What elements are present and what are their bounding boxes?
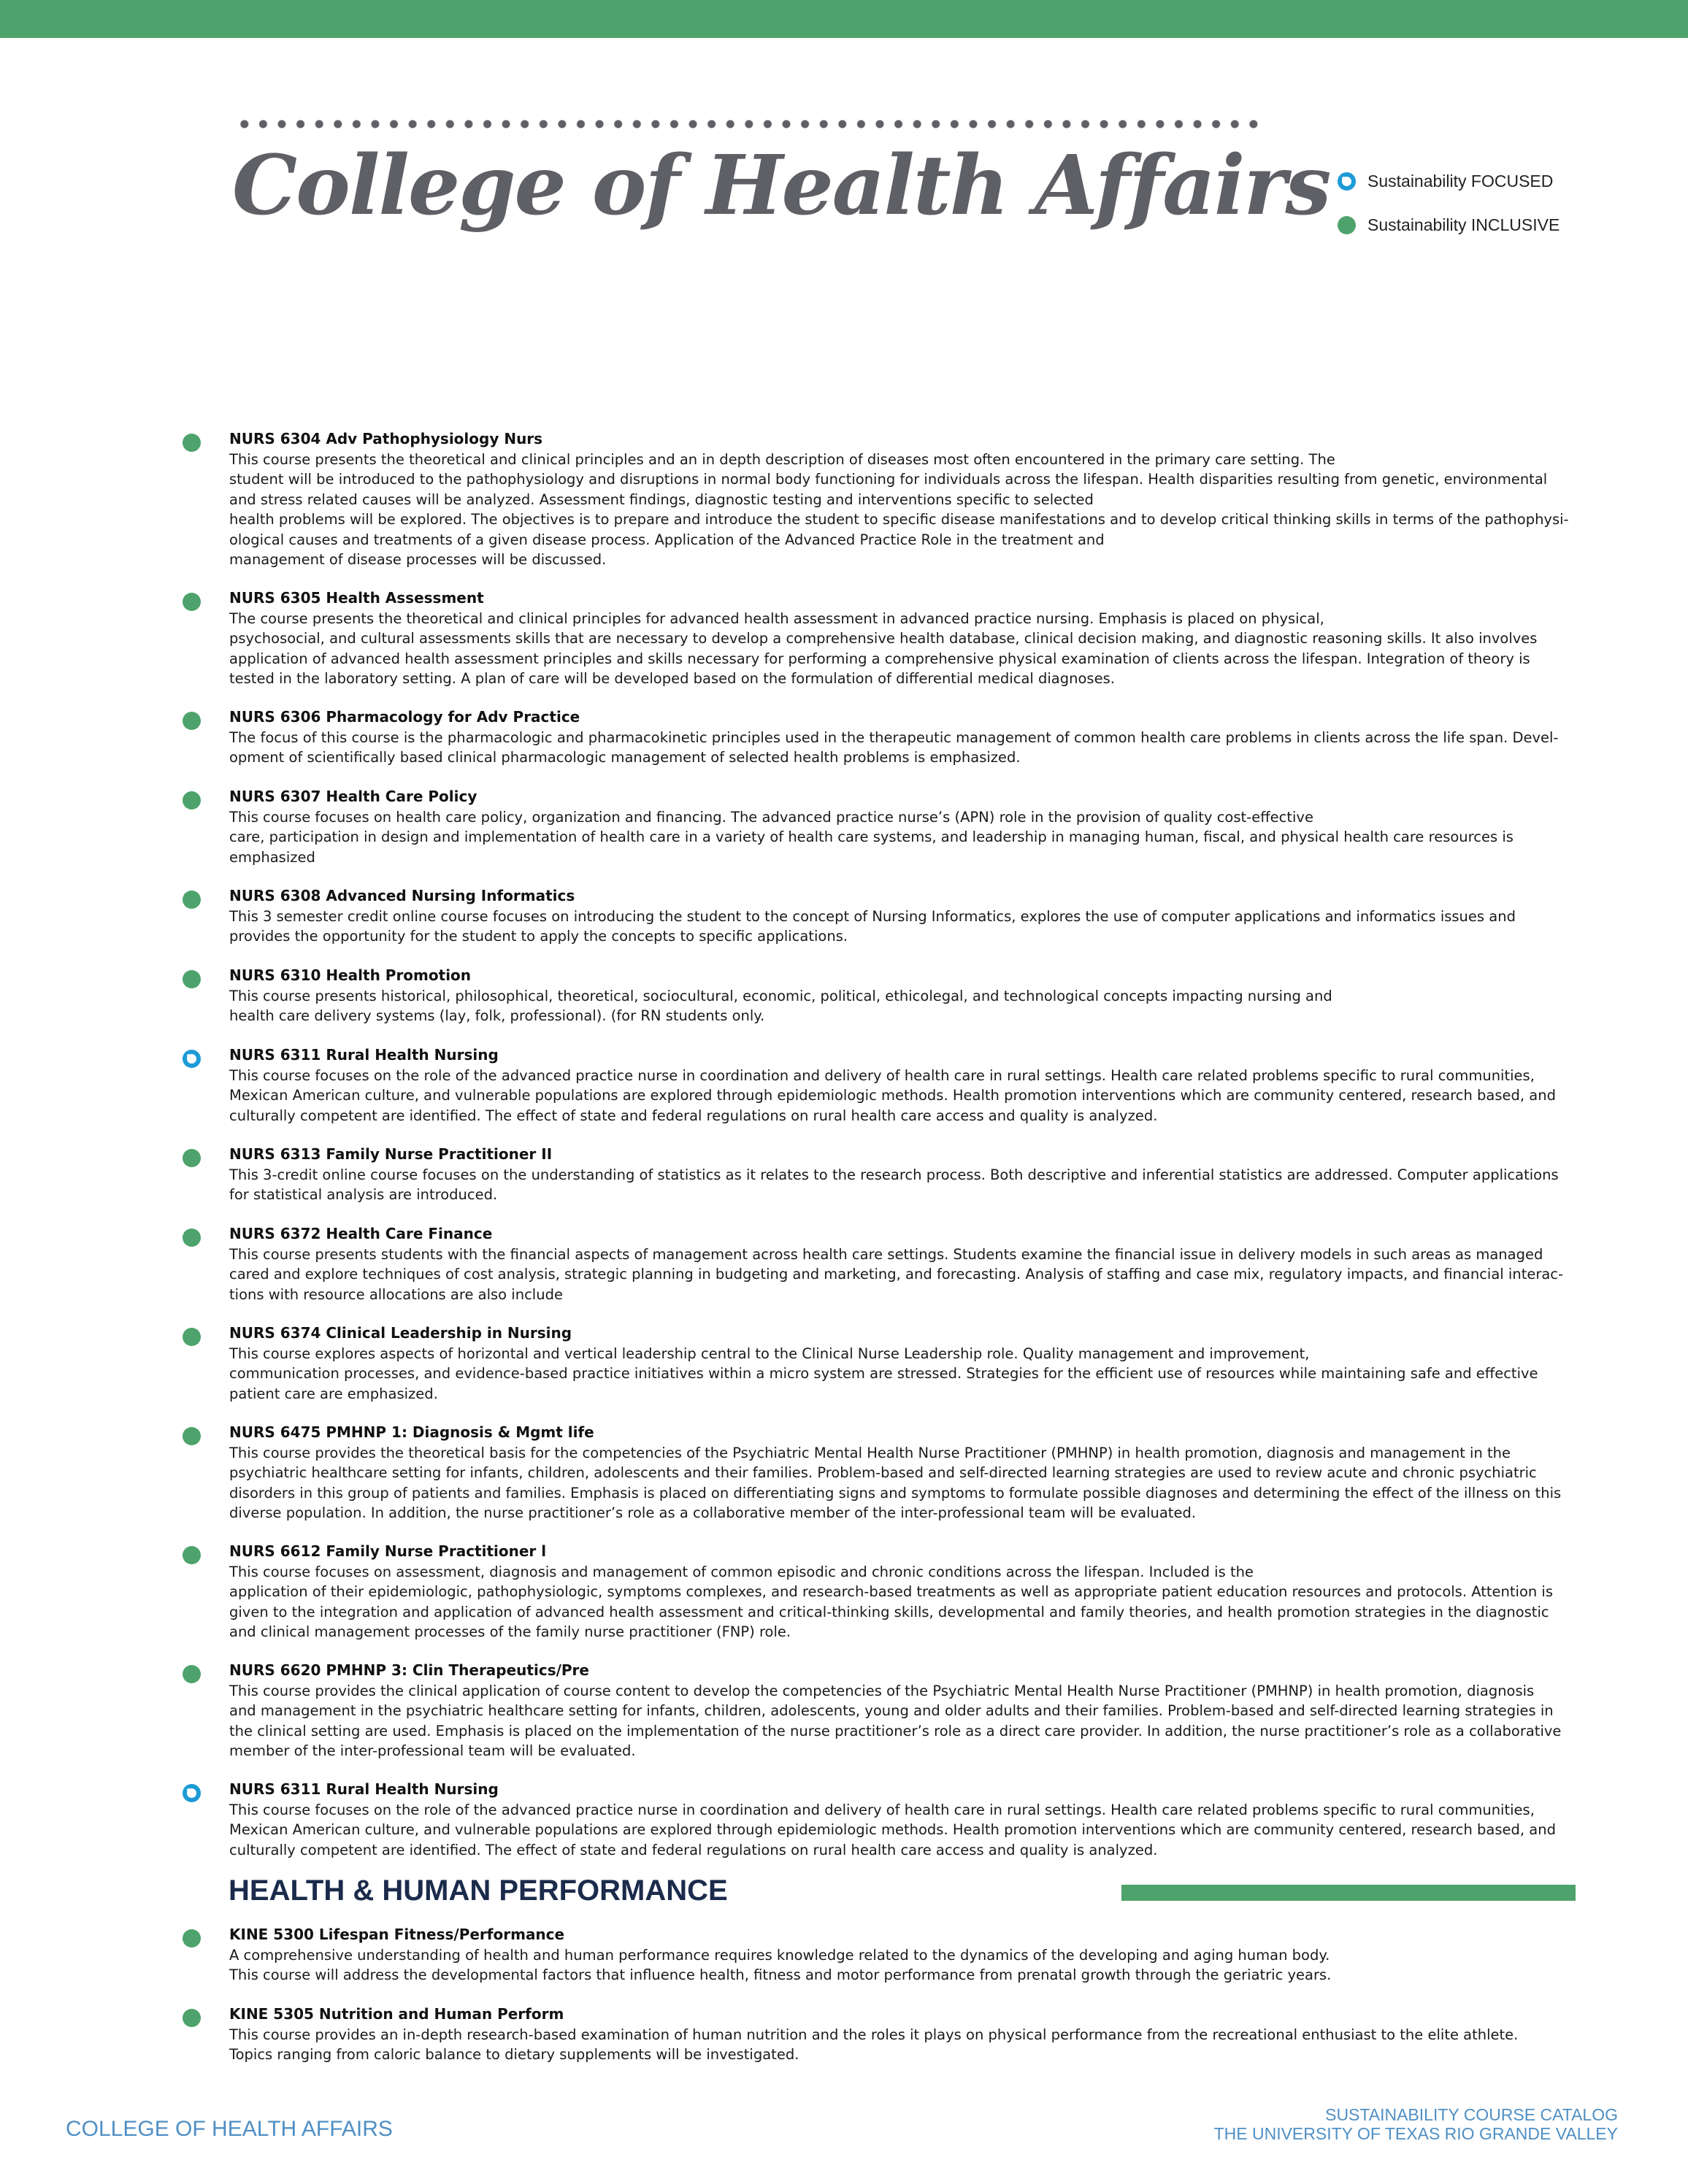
course-title: NURS 6475 PMHNP 1: Diagnosis & Mgmt life	[229, 1423, 594, 1441]
section-accent-bar	[1121, 1885, 1576, 1901]
sustainability-marker-icon	[183, 434, 201, 452]
course-entry	[183, 1661, 1584, 1761]
course-entry	[183, 886, 1584, 947]
course-title: KINE 5305 Nutrition and Human Perform	[229, 2005, 564, 2023]
sustainability-marker-icon	[183, 891, 201, 909]
top-accent-bar	[0, 0, 1688, 38]
course-title: NURS 6310 Health Promotion	[229, 966, 472, 984]
sustainability-marker-icon	[183, 1427, 201, 1445]
course-description: This course focuses on the role of the advanced practice nurse in coordination and delivery of health care in rural settings. Health care related problems specific to rural communities, Mexican American culture, and vulnerable populations are explored through epidemiologic methods. Health promotion interventions which are community centered, research based, and culturally competent are identified. The effect of state and federal regulations on rural health care access and quality is analyzed.	[229, 1066, 1556, 1124]
course-description: A comprehensive understanding of health and human performance requires knowledge related to the dynamics of the developing and aging human body. This course will address the developmental factors that influence health, fitness and motor performance from prenatal growth through the geriatric years.	[229, 1946, 1332, 1983]
course-title: NURS 6612 Family Nurse Practitioner l	[229, 1542, 547, 1560]
sustainability-marker-icon	[183, 1546, 201, 1564]
sustainability-marker-icon	[183, 1665, 201, 1683]
course-title: NURS 6305 Health Assessment	[229, 589, 484, 607]
course-title: NURS 6374 Clinical Leadership in Nursing	[229, 1324, 572, 1342]
course-title: NURS 6620 PMHNP 3: Clin Therapeutics/Pre	[229, 1661, 589, 1679]
course-entry	[183, 1542, 1584, 1642]
footer-university-name: THE UNIVERSITY OF TEXAS RIO GRANDE VALLEY	[1213, 2124, 1618, 2143]
course-description: This course explores aspects of horizontal and vertical leadership central to the Clinical Nurse Leadership role. Quality management and improvement, communication processes, and evidence-based practice initiatives within a micro system are stressed. Strategies for the efficient use of resources while maintaining safe and effective patient care are emphasized.	[229, 1345, 1538, 1402]
course-description: The course presents the theoretical and clinical principles for advanced health assessment in advanced practice nursing. Emphasis is placed on physical, psychosocial, and cultural assessments skills that are necessary to develop a comprehensive health database, clinical decision making, and diagnostic reasoning skills. It also involves application of advanced health assessment principles and skills necessary for performing a comprehensive physical examination of clients across the lifespan. Integration of theory is tested in the laboratory setting. A plan of care will be developed based on the formulation of differential medical diagnoses.	[229, 610, 1538, 687]
course-title: NURS 6311 Rural Health Nursing	[229, 1780, 499, 1798]
footer-college-name: COLLEGE OF HEALTH AFFAIRS	[66, 2117, 393, 2141]
course-entry	[183, 429, 1584, 570]
sustainability-marker-icon	[183, 593, 201, 611]
sustainability-marker-icon	[183, 1050, 201, 1068]
course-entry	[183, 1224, 1584, 1304]
course-description: This course focuses on assessment, diagnosis and management of common episodic and chronic conditions across the lifespan. Included is the application of their epidemiologic, pathophysiologic, symptoms complexes, and research-based treatments as well as appropriate patient education resources and protocols. Attention is given to the integration and application of advanced health assessment and critical-thinking skills, developmental and family theories, and health promotion strategies in the diagnostic and clinical management processes of the family nurse practitioner (FNP) role.	[229, 1563, 1554, 1640]
course-description: This course provides the clinical application of course content to develop the competencies of the Psychiatric Mental Health Nurse Practitioner (PMHNP) in health promotion, diagnosis and management in the psychiatric healthcare setting for infants, children, adolescents, young and older adults and their families. Problem-based and self-directed learning strategies in the clinical setting are used. Emphasis is placed on the implementation of the nurse practitioner’s role as a direct care provider. In addition, the nurse practitioner’s role as a collaborative member of the inter-professional team will be evaluated.	[229, 1682, 1562, 1759]
page-title: College of Health Affairs	[232, 138, 1330, 234]
course-entry	[183, 787, 1584, 867]
sustainability-marker-icon	[183, 712, 201, 730]
dotted-rule	[235, 117, 1265, 131]
course-description: This course presents the theoretical and clinical principles and an in depth description of diseases most often encountered in the primary care setting. The student will be introduced to the pathophysiology and disruptions in normal body functioning for individuals across the lifespan. Health disparities resulting from genetic, environmental and stress related causes will be analyzed. Assessment findings, diagnostic testing and interventions specific to selected health problems will be explored. The objectives is to prepare and introduce the student to specific disease manifestations and to develop critical thinking skills in terms of the pathophysi- ological causes and treatments of a given disease process. Application of the Advanced Practice Role in the treatment and management of disease processes will be discussed.	[229, 450, 1569, 568]
course-title: NURS 6306 Pharmacology for Adv Practice	[229, 708, 580, 726]
course-entry	[183, 1423, 1584, 1523]
legend-label: Sustainability INCLUSIVE	[1367, 215, 1560, 234]
course-title: NURS 6304 Adv Pathophysiology Nurs	[229, 430, 543, 447]
section-heading: HEALTH & HUMAN PERFORMANCE	[229, 1875, 728, 1907]
course-title: NURS 6372 Health Care Finance	[229, 1225, 493, 1242]
course-description: This course presents students with the financial aspects of management across health care settings. Students examine the financial issue in delivery models in such areas as managed cared and explore techniques of cost analysis, strategic planning in budgeting and marketing, and forecasting. Analysis of staffing and case mix, regulatory impacts, and financial interac- tions with resource allocations are also include	[229, 1245, 1564, 1303]
course-description: This course focuses on the role of the advanced practice nurse in coordination and delivery of health care in rural settings. Health care related problems specific to rural communities, Mexican American culture, and vulnerable populations are explored through epidemiologic methods. Health promotion interventions which are community centered, research based, and culturally competent are identified. The effect of state and federal regulations on rural health care access and quality is analyzed.	[229, 1801, 1556, 1858]
course-title: NURS 6308 Advanced Nursing Informatics	[229, 887, 575, 904]
inclusive-marker-icon	[1338, 216, 1356, 234]
course-title: KINE 5300 Lifespan Fitness/Performance	[229, 1926, 565, 1943]
focused-marker-icon	[1338, 172, 1356, 191]
sustainability-marker-icon	[183, 2009, 201, 2027]
sustainability-marker-icon	[183, 1929, 201, 1947]
legend-item-inclusive	[1338, 203, 1560, 247]
legend-item-focused	[1338, 159, 1560, 203]
course-description: This 3-credit online course focuses on the understanding of statistics as it relates to the research process. Both descriptive and inferential statistics are addressed. Computer applications for statistical analysis are introduced.	[229, 1166, 1559, 1203]
course-entry	[183, 1925, 1584, 1985]
footer-catalog-title: SUSTAINABILITY COURSE CATALOG	[1325, 2105, 1618, 2124]
course-description: This 3 semester credit online course focuses on introducing the student to the concept of Nursing Informatics, explores the use of computer applications and informatics issues and provides the opportunity for the student to apply the concepts to specific applications.	[229, 907, 1516, 945]
course-entry	[183, 1780, 1584, 1860]
sustainability-marker-icon	[183, 970, 201, 988]
course-entry	[183, 1323, 1584, 1404]
course-entry	[183, 1145, 1584, 1205]
course-description: This course presents historical, philosophical, theoretical, sociocultural, economic, political, ethicolegal, and technological concepts impacting nursing and health care delivery systems (lay, folk, professional). (for RN students only.	[229, 987, 1332, 1024]
course-entry	[183, 966, 1584, 1026]
sustainability-marker-icon	[183, 1784, 201, 1802]
course-entry	[183, 2004, 1584, 2065]
course-entry	[183, 707, 1584, 768]
course-description: The focus of this course is the pharmacologic and pharmacokinetic principles used in the therapeutic management of common health care problems in clients across the life span. Devel- opment of scientifically based clinical pharmacologic management of selected health problems is emphasized.	[229, 728, 1559, 766]
course-description: This course provides the theoretical basis for the competencies of the Psychiatric Mental Health Nurse Practitioner (PMHNP) in health promotion, diagnosis and management in the psychiatric healthcare setting for infants, children, adolescents and their families. Problem-based and self-directed learning strategies are used to review acute and chronic psychiatric disorders in this group of patients and families. Emphasis is placed on differentiating signs and symptoms to formulate possible diagnoses and determining the effect of the illness on this diverse population. In addition, the nurse practitioner’s role as a collaborative member of the inter-professional team will be evaluated.	[229, 1444, 1562, 1521]
sustainability-marker-icon	[183, 791, 201, 810]
sustainability-marker-icon	[183, 1149, 201, 1167]
course-title: NURS 6307 Health Care Policy	[229, 788, 477, 805]
legend-label: Sustainability FOCUSED	[1367, 171, 1554, 191]
sustainability-legend	[1338, 159, 1560, 247]
sustainability-marker-icon	[183, 1328, 201, 1346]
course-title: NURS 6313 Family Nurse Practitioner II	[229, 1145, 553, 1163]
footer-catalog-info	[1214, 2105, 1618, 2143]
course-entry	[183, 1045, 1584, 1126]
course-description: This course provides an in-depth research-based examination of human nutrition and the roles it plays on physical performance from the recreational enthusiast to the elite athlete. Topics ranging from caloric balance to dietary supplements will be investigated.	[229, 2026, 1519, 2063]
course-entry	[183, 588, 1584, 689]
course-title: NURS 6311 Rural Health Nursing	[229, 1046, 499, 1064]
course-description: This course focuses on health care policy, organization and financing. The advanced practice nurse’s (APN) role in the provision of quality cost-effective care, participation in design and implementation of health care in a variety of health care systems, and leadership in managing human, fiscal, and physical health care resources is emphasized	[229, 808, 1514, 866]
sustainability-marker-icon	[183, 1228, 201, 1247]
